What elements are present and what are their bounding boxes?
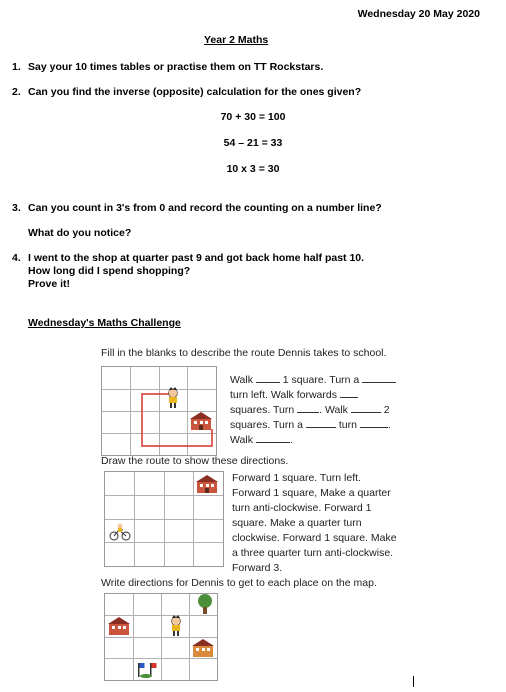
question-3 xyxy=(12,202,382,214)
page-title: Year 2 Maths xyxy=(204,34,269,46)
route-grid-2 xyxy=(104,471,224,567)
route-grid-1 xyxy=(101,366,217,456)
blank[interactable] xyxy=(297,402,319,413)
fill-line-3: squares. Turn . Walk 2 xyxy=(230,404,390,416)
fill-line-4: squares. Turn a turn . xyxy=(230,419,391,431)
flag-icon xyxy=(135,661,157,679)
q4-line: How long did I spend shopping? xyxy=(28,265,191,277)
question-1 xyxy=(12,61,323,73)
tree-icon xyxy=(195,593,215,615)
house-icon xyxy=(108,616,130,636)
direction-line: Forward 1 square, Make a quarter xyxy=(232,487,391,499)
fill-line-5: Walk . xyxy=(230,434,293,446)
equation: 70 + 30 = 100 xyxy=(220,111,286,123)
blank[interactable] xyxy=(351,402,381,413)
direction-line: square. Make a quarter turn xyxy=(232,517,362,529)
shop-building-icon xyxy=(192,638,214,658)
school-building-icon xyxy=(190,411,212,431)
blank[interactable] xyxy=(256,432,290,443)
worksheet-instruction-2: Draw the route to show these directions. xyxy=(101,455,289,467)
question-text: Can you count in 3's from 0 and record the counting on a number line? xyxy=(28,202,382,214)
blank[interactable] xyxy=(340,387,358,398)
question-number: 1. xyxy=(12,61,21,73)
blank[interactable] xyxy=(306,417,336,428)
question-2 xyxy=(12,86,361,98)
date-heading: Wednesday 20 May 2020 xyxy=(357,8,480,20)
map-grid xyxy=(104,593,218,681)
school-building-icon xyxy=(196,474,218,494)
worksheet-instruction-1: Fill in the blanks to describe the route Dennis takes to school. xyxy=(101,347,387,359)
direction-line: clockwise. Forward 1 square. Make xyxy=(232,532,397,544)
boy-icon xyxy=(166,387,180,409)
question-number: 4. xyxy=(12,252,21,264)
question-text: Say your 10 times tables or practise them on TT Rockstars. xyxy=(28,61,324,73)
bicycle-icon xyxy=(109,523,131,541)
fill-line-2: turn left. Walk forwards xyxy=(230,387,358,401)
worksheet-instruction-3: Write directions for Dennis to get to each place on the map. xyxy=(101,577,377,589)
boy-icon xyxy=(169,615,183,637)
q4-line: Prove it! xyxy=(28,278,71,290)
question-number: 2. xyxy=(12,86,21,98)
question-number: 3. xyxy=(12,202,21,214)
blank[interactable] xyxy=(360,417,388,428)
direction-line: turn anti-clockwise. Forward 1 xyxy=(232,502,372,514)
direction-line: Forward 1 square. Turn left. xyxy=(232,472,361,484)
fill-line-1: Walk 1 square. Turn a xyxy=(230,372,396,386)
blank[interactable] xyxy=(362,372,396,383)
blank[interactable] xyxy=(256,372,280,383)
direction-line: Forward 3. xyxy=(232,562,283,574)
equation: 54 – 21 = 33 xyxy=(223,137,283,149)
challenge-title: Wednesday's Maths Challenge xyxy=(28,317,181,329)
text-cursor xyxy=(413,676,414,687)
direction-line: a three quarter turn anti-clockwise. xyxy=(232,547,394,559)
question-text: I went to the shop at quarter past 9 and got back home half past 10. xyxy=(28,252,365,264)
q3-followup: What do you notice? xyxy=(28,227,132,239)
question-4 xyxy=(12,252,364,264)
question-text: Can you find the inverse (opposite) calculation for the ones given? xyxy=(28,86,362,98)
equation: 10 x 3 = 30 xyxy=(226,163,280,175)
